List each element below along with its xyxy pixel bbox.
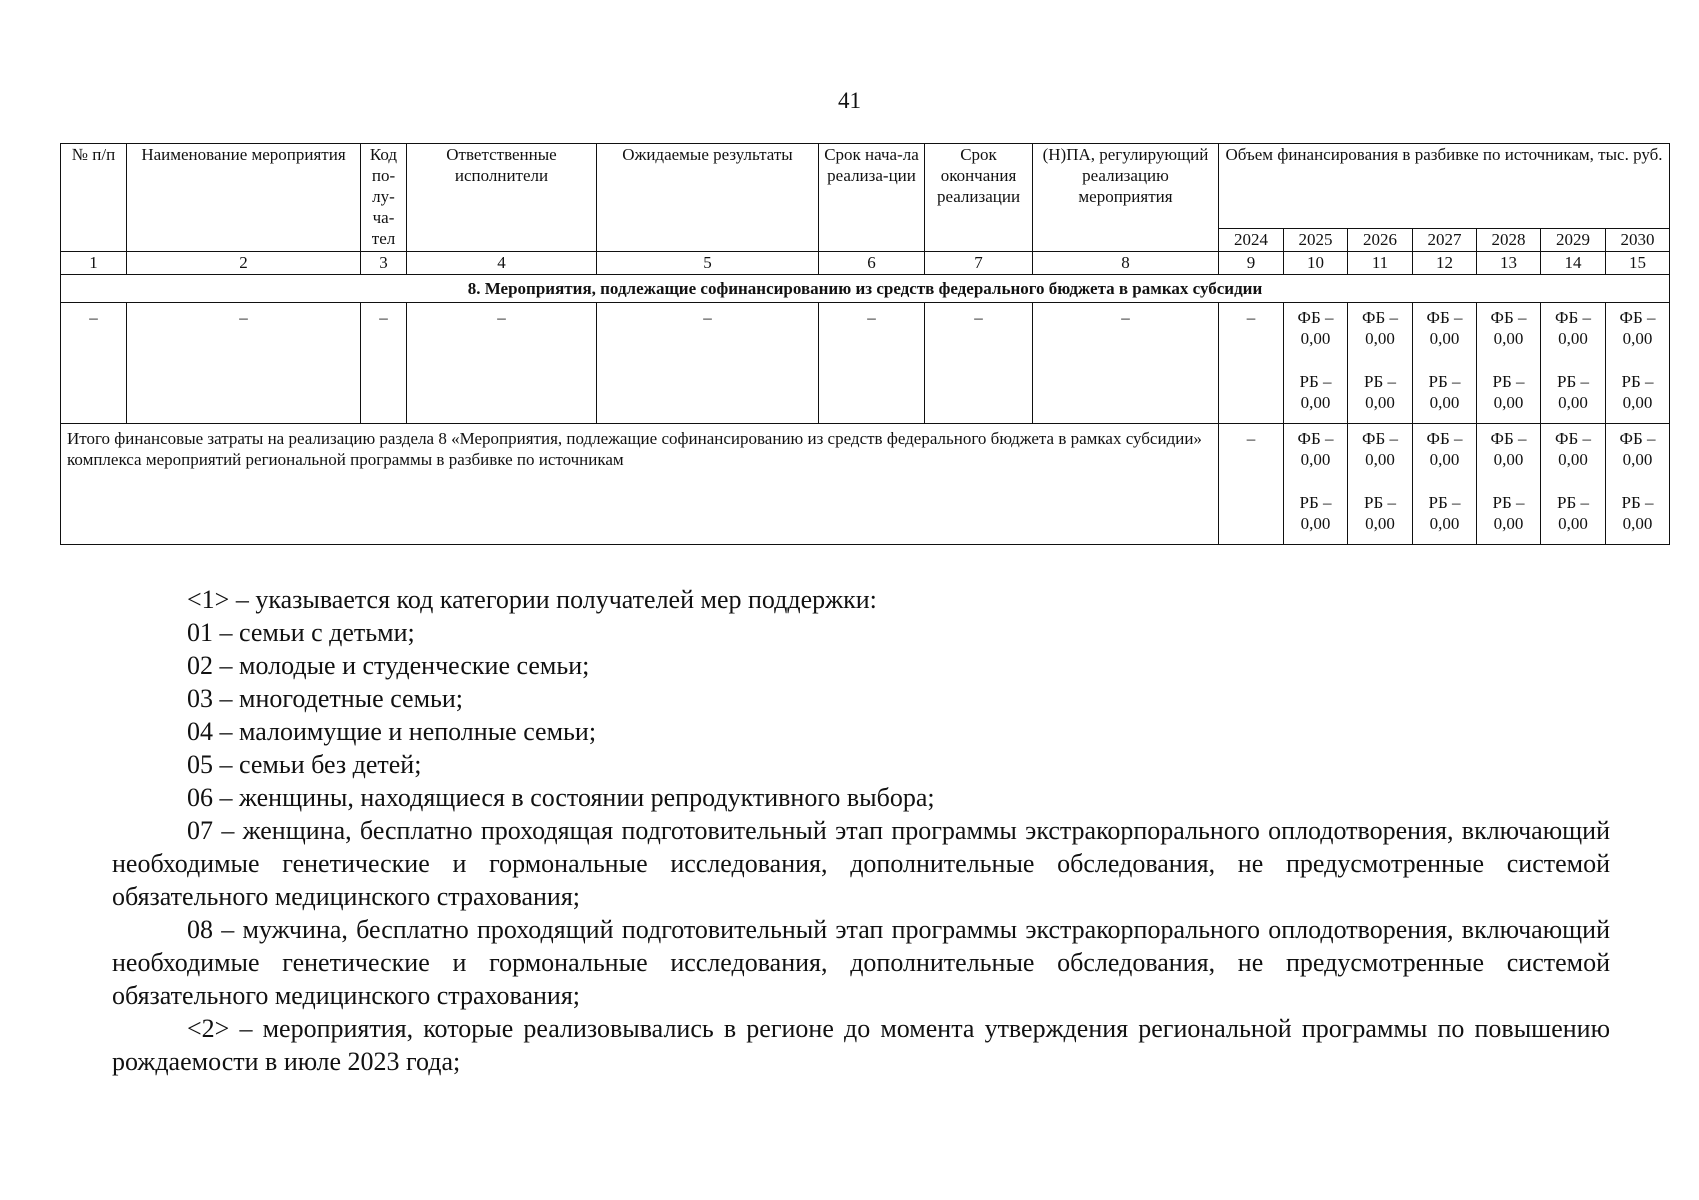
column-number: 7 bbox=[925, 252, 1033, 275]
empty-cell: – bbox=[407, 303, 597, 424]
header-start: Срок нача-ла реализа-ции bbox=[819, 144, 925, 252]
total-2024: – bbox=[1219, 424, 1284, 545]
fb-value: ФБ – 0,00 bbox=[1490, 308, 1527, 349]
fb-value: ФБ – 0,00 bbox=[1555, 308, 1591, 349]
section-title: 8. Мероприятия, подлежащие софинансированию из средств федерального бюджета в рамках субсидии bbox=[61, 275, 1670, 303]
year-cell: 2027 bbox=[1413, 229, 1477, 252]
column-number: 9 bbox=[1219, 252, 1284, 275]
header-financing: Объем финансирования в разбивке по источникам, тыс. руб. bbox=[1219, 144, 1670, 229]
funding-cell bbox=[1477, 303, 1541, 424]
footnote-paragraph: 08 – мужчина, бесплатно проходящий подготовительный этап программы экстракорпорального оплодотворения, включающий необходимые генетические и гормональные исследования, дополнительные обследования, не предусмотренные системой обязательного медицинского страхования; bbox=[112, 915, 1610, 1010]
year-cell: 2030 bbox=[1606, 229, 1670, 252]
funding-cell bbox=[1348, 303, 1413, 424]
rb-value: РБ – 0,00 bbox=[1492, 372, 1525, 413]
rb-value: РБ – 0,00 bbox=[1621, 493, 1654, 534]
fb-value: ФБ – 0,00 bbox=[1619, 429, 1656, 470]
footnote-line: 02 – молодые и студенческие семьи; bbox=[187, 651, 590, 680]
table-row bbox=[61, 303, 1670, 424]
footnote-paragraph: 07 – женщина, бесплатно проходящая подготовительный этап программы экстракорпорального оплодотворения, включающий необходимые генетические и гормональные исследования, дополнительные обследования, не предусмотренные системой обязательного медицинского страхования; bbox=[112, 816, 1610, 911]
header-npa: (Н)ПА, регулирующий реализацию мероприятия bbox=[1033, 144, 1219, 252]
fb-value: ФБ – 0,00 bbox=[1490, 429, 1527, 470]
fb-value: ФБ – 0,00 bbox=[1362, 308, 1398, 349]
column-number: 8 bbox=[1033, 252, 1219, 275]
column-number: 11 bbox=[1348, 252, 1413, 275]
rb-value: РБ – 0,00 bbox=[1621, 372, 1654, 413]
empty-cell: – bbox=[1219, 303, 1284, 424]
header-end: Срок окончания реализации bbox=[925, 144, 1033, 252]
header-name: Наименование мероприятия bbox=[127, 144, 361, 252]
financing-table bbox=[60, 143, 1670, 545]
footnotes bbox=[112, 583, 1610, 1078]
column-number: 10 bbox=[1284, 252, 1348, 275]
column-number: 5 bbox=[597, 252, 819, 275]
column-number: 13 bbox=[1477, 252, 1541, 275]
header-num: № п/п bbox=[61, 144, 127, 252]
year-cell: 2025 bbox=[1284, 229, 1348, 252]
fb-value: ФБ – 0,00 bbox=[1297, 429, 1334, 470]
empty-cell: – bbox=[361, 303, 407, 424]
year-cell: 2028 bbox=[1477, 229, 1541, 252]
column-number: 6 bbox=[819, 252, 925, 275]
fb-value: ФБ – 0,00 bbox=[1426, 429, 1463, 470]
fb-value: ФБ – 0,00 bbox=[1362, 429, 1398, 470]
empty-cell: – bbox=[819, 303, 925, 424]
fb-value: ФБ – 0,00 bbox=[1426, 308, 1463, 349]
rb-value: РБ – 0,00 bbox=[1557, 372, 1589, 413]
year-cell: 2026 bbox=[1348, 229, 1413, 252]
rb-value: РБ – 0,00 bbox=[1299, 372, 1332, 413]
funding-cell bbox=[1606, 424, 1670, 545]
total-row bbox=[61, 424, 1670, 545]
column-number: 1 bbox=[61, 252, 127, 275]
funding-cell bbox=[1284, 424, 1348, 545]
funding-cell bbox=[1413, 424, 1477, 545]
footnote-line: 06 – женщины, находящиеся в состоянии репродуктивного выбора; bbox=[187, 783, 935, 812]
rb-value: РБ – 0,00 bbox=[1557, 493, 1589, 534]
section-row bbox=[61, 275, 1670, 303]
column-number-row bbox=[61, 252, 1670, 275]
column-number: 15 bbox=[1606, 252, 1670, 275]
funding-cell bbox=[1541, 424, 1606, 545]
rb-value: РБ – 0,00 bbox=[1428, 493, 1461, 534]
header-code: Код по-лу-ча-тел bbox=[361, 144, 407, 252]
page-number: 41 bbox=[838, 88, 861, 113]
rb-value: РБ – 0,00 bbox=[1364, 493, 1396, 534]
fb-value: ФБ – 0,00 bbox=[1555, 429, 1591, 470]
column-number: 4 bbox=[407, 252, 597, 275]
funding-cell bbox=[1413, 303, 1477, 424]
funding-cell bbox=[1606, 303, 1670, 424]
header-responsible: Ответственные исполнители bbox=[407, 144, 597, 252]
total-label: Итого финансовые затраты на реализацию раздела 8 «Мероприятия, подлежащие софинансированию из средств федерального бюджета в рамках субсидии» комплекса мероприятий региональной программы в разбивке по источникам bbox=[61, 424, 1219, 545]
empty-cell: – bbox=[597, 303, 819, 424]
funding-cell bbox=[1348, 424, 1413, 545]
fb-value: ФБ – 0,00 bbox=[1297, 308, 1334, 349]
footnote-paragraph: <2> – мероприятия, которые реализовывались в регионе до момента утверждения региональной программы по повышению рождаемости в июле 2023 года; bbox=[112, 1014, 1610, 1076]
header-results: Ожидаемые результаты bbox=[597, 144, 819, 252]
funding-cell bbox=[1477, 424, 1541, 545]
footnote-line: 01 – семьи с детьми; bbox=[187, 618, 415, 647]
empty-cell: – bbox=[925, 303, 1033, 424]
year-cell: 2029 bbox=[1541, 229, 1606, 252]
footnote-line: 04 – малоимущие и неполные семьи; bbox=[187, 717, 597, 746]
footnote-line: 03 – многодетные семьи; bbox=[187, 684, 464, 713]
rb-value: РБ – 0,00 bbox=[1492, 493, 1525, 534]
column-number: 12 bbox=[1413, 252, 1477, 275]
funding-cell bbox=[1541, 303, 1606, 424]
fb-value: ФБ – 0,00 bbox=[1619, 308, 1656, 349]
empty-cell: – bbox=[61, 303, 127, 424]
column-number: 14 bbox=[1541, 252, 1606, 275]
rb-value: РБ – 0,00 bbox=[1428, 372, 1461, 413]
year-cell: 2024 bbox=[1219, 229, 1284, 252]
empty-cell: – bbox=[1033, 303, 1219, 424]
footnote-line: <1> – указывается код категории получателей мер поддержки: bbox=[187, 585, 877, 614]
column-number: 3 bbox=[361, 252, 407, 275]
footnote-line: 05 – семьи без детей; bbox=[187, 750, 422, 779]
empty-cell: – bbox=[127, 303, 361, 424]
rb-value: РБ – 0,00 bbox=[1364, 372, 1396, 413]
header-row bbox=[61, 144, 1670, 229]
rb-value: РБ – 0,00 bbox=[1299, 493, 1332, 534]
funding-cell bbox=[1284, 303, 1348, 424]
column-number: 2 bbox=[127, 252, 361, 275]
